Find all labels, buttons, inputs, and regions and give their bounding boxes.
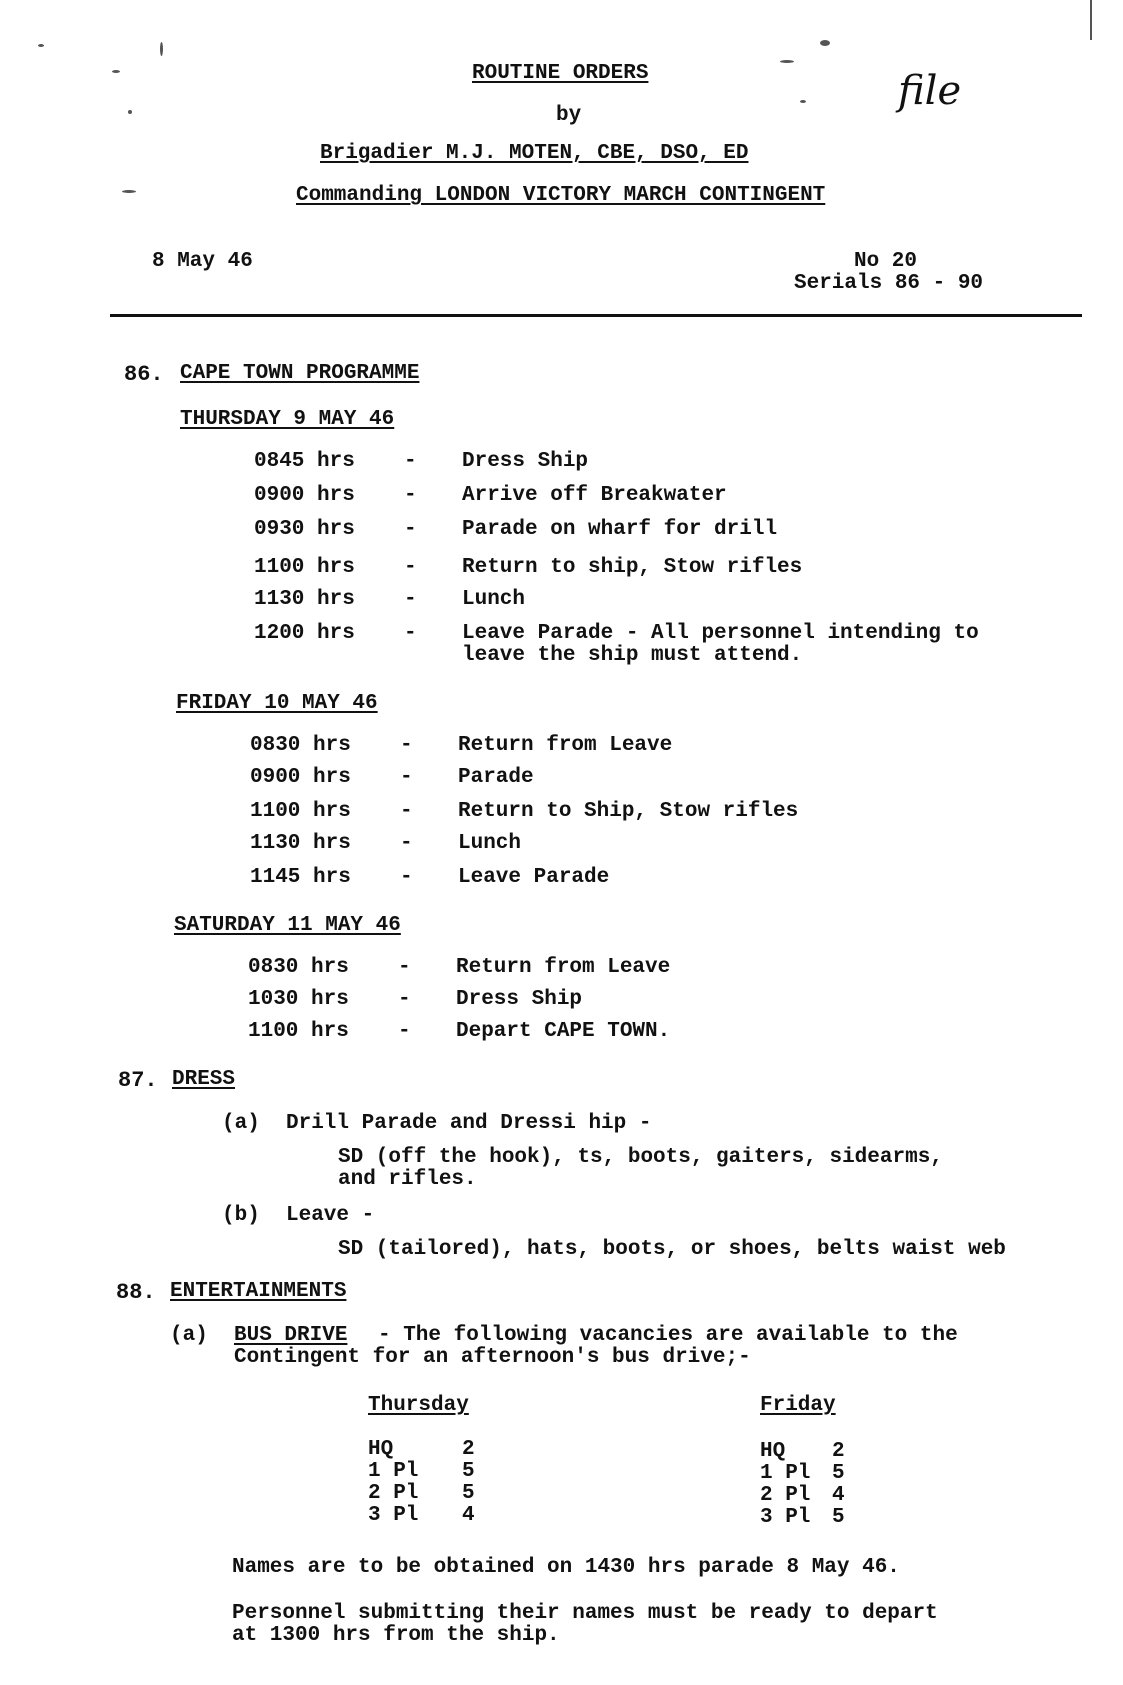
schedule-dash: - (398, 988, 411, 1011)
bus-drive-note: Names are to be obtained on 1430 hrs parade 8 May 46. (232, 1556, 900, 1579)
vacancy-count: 5 (832, 1506, 845, 1529)
vacancy-unit: 1 Pl (368, 1460, 419, 1483)
vacancy-unit: 2 Pl (368, 1482, 419, 1505)
section-88-title: ENTERTAINMENTS (170, 1280, 347, 1303)
schedule-time: 1145 hrs (250, 866, 351, 889)
schedule-event: Leave Parade (458, 866, 610, 889)
schedule-event-continuation: leave the ship must attend. (462, 644, 803, 667)
schedule-time: 1030 hrs (248, 988, 349, 1011)
dress-item-line: SD (off the hook), ts, boots, gaiters, sidearms, (338, 1146, 943, 1169)
scan-speck (122, 190, 136, 193)
orders-by: by (556, 104, 582, 127)
schedule-dash: - (400, 800, 413, 823)
schedule-event: Return from Leave (458, 734, 673, 757)
vacancy-count: 5 (832, 1462, 845, 1485)
schedule-time: 0830 hrs (248, 956, 349, 979)
schedule-dash: - (398, 956, 411, 979)
schedule-time: 1100 hrs (254, 556, 355, 579)
vacancy-count: 2 (462, 1438, 475, 1461)
schedule-dash: - (400, 734, 413, 757)
schedule-time: 1200 hrs (254, 622, 355, 645)
schedule-time: 0845 hrs (254, 450, 355, 473)
schedule-event: Leave Parade - All personnel intending to (462, 622, 979, 645)
schedule-dash: - (404, 622, 417, 645)
scan-speck (160, 42, 163, 56)
dress-item-label: (b) (222, 1204, 260, 1227)
orders-title: ROUTINE ORDERS (472, 62, 649, 85)
scan-speck (820, 40, 830, 46)
schedule-event: Return from Leave (456, 956, 671, 979)
schedule-time: 1100 hrs (248, 1020, 349, 1043)
header-rule (110, 314, 1082, 317)
vacancy-count: 4 (462, 1504, 475, 1527)
schedule-time: 1130 hrs (250, 832, 351, 855)
schedule-time: 0830 hrs (250, 734, 351, 757)
scan-speck (780, 60, 794, 63)
schedule-event: Parade on wharf for drill (462, 518, 778, 541)
section-88-number: 88. (116, 1280, 156, 1305)
vacancy-count: 5 (462, 1482, 475, 1505)
dress-item-line: SD (tailored), hats, boots, or shoes, belts waist web (338, 1238, 1006, 1261)
schedule-event: Lunch (458, 832, 522, 855)
schedule-time: 0900 hrs (254, 484, 355, 507)
section-87-number: 87. (118, 1068, 158, 1093)
entertainment-item-label: (a) (170, 1324, 208, 1347)
schedule-dash: - (400, 866, 413, 889)
handwritten-file-note: file (898, 68, 962, 114)
vacancy-unit: 2 Pl (760, 1484, 811, 1507)
schedule-event: Arrive off Breakwater (462, 484, 727, 507)
schedule-event: Dress Ship (456, 988, 583, 1011)
schedule-time: 0930 hrs (254, 518, 355, 541)
schedule-time: 1130 hrs (254, 588, 355, 611)
bus-drive-title: BUS DRIVE (234, 1324, 348, 1347)
vacancy-count: 4 (832, 1484, 845, 1507)
schedule-event: Parade (458, 766, 534, 789)
order-date: 8 May 46 (152, 250, 253, 273)
bus-drive-text: Contingent for an afternoon's bus drive;- (234, 1346, 751, 1369)
vacancy-unit: 1 Pl (760, 1462, 811, 1485)
vacancy-unit: 3 Pl (368, 1504, 419, 1527)
vacancy-unit: HQ (760, 1440, 786, 1463)
dress-item-title: Leave - (286, 1204, 375, 1227)
schedule-event: Depart CAPE TOWN. (456, 1020, 671, 1043)
schedule-dash: - (404, 450, 417, 473)
scan-speck (38, 44, 44, 47)
schedule-dash: - (404, 518, 417, 541)
commander-line: Brigadier M.J. MOTEN, CBE, DSO, ED (320, 142, 749, 165)
order-number: No 20 (854, 250, 918, 273)
bus-drive-text: - The following vacancies are available to the (378, 1324, 958, 1347)
vacancy-count: 2 (832, 1440, 845, 1463)
scan-speck (112, 70, 120, 73)
schedule-event: Return to Ship, Stow rifles (458, 800, 799, 823)
dress-item-title: Drill Parade and Dressi hip - (286, 1112, 652, 1135)
section-87-title: DRESS (172, 1068, 236, 1091)
schedule-event: Lunch (462, 588, 526, 611)
section-86-title: CAPE TOWN PROGRAMME (180, 362, 420, 385)
schedule-time: 1100 hrs (250, 800, 351, 823)
command-line: Commanding LONDON VICTORY MARCH CONTINGENT (296, 184, 826, 207)
order-serials: Serials 86 - 90 (794, 272, 984, 295)
section-86-number: 86. (124, 362, 164, 387)
schedule-dash: - (398, 1020, 411, 1043)
schedule-time: 0900 hrs (250, 766, 351, 789)
bus-drive-note: Personnel submitting their names must be ready to depart (232, 1602, 938, 1625)
day-heading-friday: FRIDAY 10 MAY 46 (176, 692, 378, 715)
scan-speck (128, 110, 132, 114)
vacancy-heading-friday: Friday (760, 1394, 836, 1417)
schedule-event: Return to ship, Stow rifles (462, 556, 803, 579)
schedule-event: Dress Ship (462, 450, 589, 473)
day-heading-saturday: SATURDAY 11 MAY 46 (174, 914, 401, 937)
vacancy-unit: 3 Pl (760, 1506, 811, 1529)
bus-drive-note: at 1300 hrs from the ship. (232, 1624, 560, 1647)
schedule-dash: - (404, 588, 417, 611)
schedule-dash: - (404, 484, 417, 507)
vacancy-count: 5 (462, 1460, 475, 1483)
schedule-dash: - (404, 556, 417, 579)
vacancy-unit: HQ (368, 1438, 394, 1461)
schedule-dash: - (400, 832, 413, 855)
schedule-dash: - (400, 766, 413, 789)
scan-edge-line (1090, 0, 1092, 40)
scan-speck (800, 100, 806, 103)
vacancy-heading-thursday: Thursday (368, 1394, 469, 1417)
dress-item-line: and rifles. (338, 1168, 477, 1191)
dress-item-label: (a) (222, 1112, 260, 1135)
day-heading-thursday: THURSDAY 9 MAY 46 (180, 408, 395, 431)
